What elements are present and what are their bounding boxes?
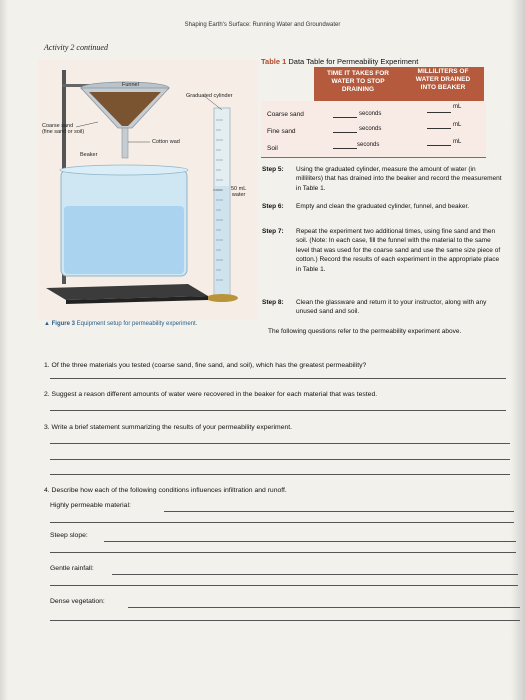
step-5-text: Using the graduated cylinder, measure the amount of water (in milliliters) that has drained into the beaker and record the measurement in Table 1. (296, 166, 502, 192)
beaker-water (64, 206, 184, 274)
label-cotton-wad: Cotton wad (152, 139, 180, 145)
soil-ml-unit: mL (453, 139, 462, 145)
step-7-label: Step 7: (262, 228, 284, 235)
col-ml-line2: WATER DRAINED (415, 76, 471, 84)
coarse-sand-ml-blank[interactable] (427, 104, 451, 113)
table-bottom-rule (261, 157, 486, 158)
answer-line-steep-slope-2[interactable] (50, 552, 516, 553)
fine-sand-seconds-blank[interactable] (333, 124, 357, 133)
table-1-caption: Data Table for Permeability Experiment (288, 57, 419, 66)
fine-sand-ml-blank[interactable] (427, 120, 451, 129)
col-time-line1: TIME IT TAKES FOR (327, 70, 389, 77)
questions-intro: The following questions refer to the permeability experiment above. (268, 328, 462, 335)
step-6-label: Step 6: (262, 203, 284, 210)
table-col-header-ml (402, 68, 484, 92)
soil-seconds-blank[interactable] (333, 140, 357, 149)
col-time-line2: WATER TO STOP (331, 78, 385, 86)
soil-ml-blank[interactable] (427, 137, 451, 146)
label-beaker: Beaker (80, 152, 98, 158)
answer-line-q1[interactable] (50, 378, 506, 379)
answer-line-q2[interactable] (50, 410, 506, 411)
answer-line-dense-vegetation[interactable] (128, 607, 520, 608)
question-1: 1. Of the three materials you tested (coarse sand, fine sand, and soil), which has the greatest permeability? (44, 362, 367, 369)
col-ml-line1: MILLILITERS OF (417, 68, 469, 75)
funnel-stem (122, 128, 128, 158)
activity-continued-label: Activity 2 continued (44, 43, 108, 52)
cylinder-base (206, 294, 238, 302)
question-4: 4. Describe how each of the following conditions influences infiltration and runoff. (44, 487, 287, 494)
answer-line-q3-1[interactable] (50, 443, 510, 444)
coarse-sand-seconds-blank[interactable] (333, 109, 357, 118)
condition-steep-slope: Steep slope: (50, 532, 88, 539)
question-2: 2. Suggest a reason different amounts of water were recovered in the beaker for each material that was tested. (44, 391, 378, 398)
condition-dense-vegetation: Dense vegetation: (50, 598, 105, 605)
answer-line-highly-permeable-2[interactable] (50, 522, 514, 523)
coarse-sand-in-funnel (89, 92, 161, 126)
col-time-line3: DRAINING (341, 86, 375, 94)
step-6 (262, 202, 502, 211)
condition-gentle-rainfall: Gentle rainfall: (50, 565, 94, 572)
soil-seconds-unit: seconds (357, 142, 380, 148)
question-3: 3. Write a brief statement summarizing the results of your permeability experiment. (44, 424, 293, 431)
figure-caption: ▲ Figure 3 Equipment setup for permeability experiment. (44, 321, 198, 327)
figure-caption-number: Figure 3 (51, 321, 75, 327)
label-coarse-sand-line1: Coarse sand (42, 123, 74, 129)
col-ml-line3: INTO BEAKER (420, 84, 466, 92)
beaker-rim (60, 165, 188, 175)
label-50ml-water (231, 186, 246, 199)
step-5 (262, 165, 502, 193)
label-coarse-sand (42, 123, 112, 136)
table-col-header-time (314, 70, 402, 94)
step-8-text: Clean the glassware and return it to your instructor, along with any unused sand and soil. (296, 299, 487, 316)
step-6-text: Empty and clean the graduated cylinder, funnel, and beaker. (296, 203, 470, 211)
figure-3-panel (38, 60, 258, 320)
step-5-label: Step 5: (262, 166, 284, 173)
figure-caption-text: Equipment setup for permeability experiment. (76, 321, 198, 327)
step-8-label: Step 8: (262, 299, 284, 306)
coarse-sand-seconds-unit: seconds (359, 111, 382, 117)
answer-line-q3-2[interactable] (50, 459, 510, 460)
step-7 (262, 227, 502, 274)
label-funnel: Funnel (122, 82, 139, 88)
coarse-sand-ml-unit: mL (453, 104, 462, 110)
table-1-title (261, 57, 418, 66)
answer-line-gentle-rainfall-2[interactable] (50, 585, 518, 586)
step-7-text: Repeat the experiment two additional times, using fine sand and then soil. (Note: In each case, fill the funnel with the material to the same level that was used for the coarse sand and use the same size piece of cotton.) Record the results of each experiment in the appropriate place in Table 1. (296, 228, 501, 273)
answer-line-steep-slope[interactable] (104, 541, 516, 542)
table-row-coarse-sand-label: Coarse sand (267, 111, 304, 118)
page-edge-shadow-left (0, 0, 8, 700)
running-header: Shaping Earth's Surface: Running Water and Groundwater (184, 22, 341, 28)
fine-sand-ml-unit: mL (453, 122, 462, 128)
answer-line-dense-vegetation-2[interactable] (50, 620, 520, 621)
answer-line-gentle-rainfall[interactable] (112, 574, 518, 575)
condition-highly-permeable: Highly permeable material: (50, 502, 131, 509)
table-1-number: Table 1 (261, 57, 287, 66)
label-50ml-line1: 50 mL (231, 186, 247, 192)
fine-sand-seconds-unit: seconds (359, 126, 382, 132)
table-row-soil-label: Soil (267, 145, 278, 152)
step-8 (262, 298, 502, 317)
page-edge-shadow-right (511, 0, 525, 700)
answer-line-highly-permeable[interactable] (164, 511, 514, 512)
label-50ml-line2: water (231, 192, 246, 199)
label-graduated-cylinder: Graduated cylinder (186, 93, 233, 99)
label-coarse-sand-line2: (fine sand or soil) (42, 129, 85, 136)
table-row-fine-sand-label: Fine sand (267, 128, 296, 135)
answer-line-q3-3[interactable] (50, 474, 510, 475)
